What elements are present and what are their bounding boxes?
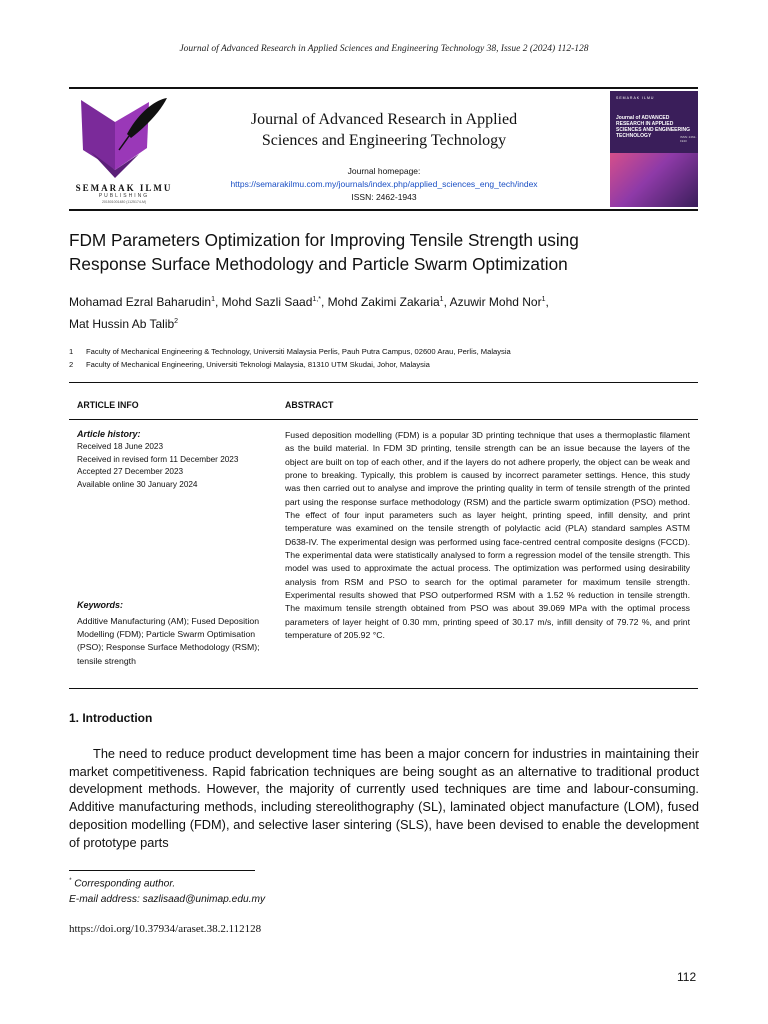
author-separator: , [545,295,549,309]
intro-paragraph-text: The need to reduce product development time has been a major concern for industries in maintaining their market competitiveness. Rapid fabrication techniques are being sought as an alternative to traditional product development methods. However, the majority of currently used techniques are time and labour-consuming. Additive manufacturing methods, including stereolithography (SL), laminated object manufacture (LOM), fused deposition modelling (FDM), and selective laser sintering (SLS), have been devised to enable the development of prototype parts [69,746,699,850]
journal-title-line2: Sciences and Engineering Technology [261,132,507,149]
info-table-top-rule [69,382,698,383]
abstract-heading: ABSTRACT [285,400,334,410]
article-title [69,228,699,276]
journal-title-line1: Journal of Advanced Research in Applied [250,111,518,128]
author-name: Mohd Sazli Saad [221,295,313,309]
doi-link[interactable]: https://doi.org/10.37934/araset.38.2.112128 [69,923,262,935]
affiliation-text: Faculty of Mechanical Engineering & Technology, Universiti Malaysia Perlis, Pauh Putra Campus, 02600 Arau, Perlis, Malaysia [86,347,511,356]
homepage-label: Journal homepage: [347,166,421,176]
footnote-marker: * [69,878,72,884]
history-revised: Received in revised form 11 December 2023 [77,454,239,464]
affiliation-text: Faculty of Mechanical Engineering, Universiti Teknologi Malaysia, 81310 UTM Skudai, Johor, Malaysia [86,360,430,369]
footnote-email[interactable]: E-mail address: sazlisaad@unimap.edu.my [69,894,266,905]
article-history [77,441,277,491]
journal-title [179,109,589,151]
article-title-line1: FDM Parameters Optimization for Improving Tensile Strength using [69,230,579,250]
publisher-id: 201501001480 (1125174-M) [101,200,147,204]
author-separator: , [214,295,222,309]
author-affiliation-marker: 1,* [312,296,321,303]
affiliation-number: 1 [69,347,74,356]
publisher-name: SEMARAK ILMU [75,183,173,193]
issn: ISSN: 2462-1943 [351,192,417,202]
keywords: Additive Manufacturing (AM); Fused Deposition Modelling (FDM); Particle Swarm Optimisation (PSO); Response Surface Methodology (RSM); tensile strength [77,616,260,666]
info-table-bottom-rule [69,688,698,689]
author-separator: , [320,295,328,309]
journal-cover-image [610,91,698,207]
author-name: Mohd Zakimi Zakaria [327,295,440,309]
homepage-link[interactable]: https://semarakilmu.com.my/journals/index.php/applied_sciences_eng_tech/index [230,179,538,189]
intro-paragraph [69,745,699,851]
history-received: Received 18 June 2023 [77,442,164,451]
author-name: Mat Hussin Ab Talib [69,317,175,331]
running-header: Journal of Advanced Research in Applied Sciences and Engineering Technology 38, Issue 2 (2024) 112-128 [179,44,589,54]
cover-issn: ISSN: 2462-1943 [680,135,697,143]
author-affiliation-marker: 1 [439,296,444,303]
author-affiliation-marker: 2 [174,318,179,325]
cover-publisher: SEMARAK ILMU [616,96,655,100]
section-heading-introduction: 1. Introduction [69,711,153,725]
history-accepted: Accepted 27 December 2023 [77,467,184,476]
info-table-header-rule [69,419,698,420]
footnote-rule [69,870,255,871]
journal-homepage [179,165,589,204]
affiliation-number: 2 [69,360,74,369]
footnote-corresponding-text: Corresponding author. [74,878,176,890]
cover-art [610,153,698,207]
article-title-line2: Response Surface Methodology and Particle Swarm Optimization [69,254,568,274]
author-list [69,290,699,334]
author-name: Azuwir Mohd Nor [449,295,542,309]
article-history-heading: Article history: [77,429,141,439]
cover-title: Journal of ADVANCED RESEARCH IN APPLIED SCIENCES AND ENGINEERING TECHNOLOGY [616,115,690,139]
footnote-corresponding [69,878,175,889]
author-separator: , [443,295,450,309]
history-online: Available online 30 January 2024 [77,479,198,489]
article-info-heading: ARTICLE INFO [77,400,139,410]
affiliation-2 [69,360,699,369]
keywords-heading: Keywords: [77,600,124,610]
page-number: 112 [677,970,697,984]
author-name: Mohamad Ezral Baharudin [69,295,212,309]
journal-masthead [69,87,698,211]
affiliation-1 [69,347,699,356]
publisher-sub: PUBLISHING [98,193,150,199]
abstract-text: Fused deposition modelling (FDM) is a popular 3D printing technique that uses a thermoplastic filament as the build material. In FDM 3D printing, tensile strength can be an issue because the layers of the object are built on top of each other, and if the layers do not adhere properly, the object can be weak and prone to breaking. Typically, this problem is caused by incorrect parameter settings. Hence, this study was then carried out to analyse and improve the printing quality in term of tensile strength of the printed part using the response surface methodology (RSM) and the particle swarm optimization (PSO) method. The effect of four input parameters such as layer height, printing speed, infill density, and print temperature was examined on the tensile strength of polylactic acid (PLA) standard samples ASTM D638-IV. The experimental design was performed using face-centred central composite designs (FCCD). The experimental data were statistically analysed to form a regression model of the tensile strength. This model was used to approximate the actual process. The optimization was performed using desirability analysis from RSM and PSO to search for the optimal parameter for maximum tensile strength. Experimental results showed that PSO outperformed RSM with a 1.52 % reduction in tensile strength. The maximum tensile strength obtained from PSO was about 39.069 MPa with the optimal process parameters of layer height of 0.30 mm, printing speed of 30.17 m/s, infill density of 79.72 %, and print temperature of 205.92 °C. [285,430,690,641]
author-affiliation-marker: 1 [211,296,215,303]
author-affiliation-marker: 1 [541,296,546,303]
